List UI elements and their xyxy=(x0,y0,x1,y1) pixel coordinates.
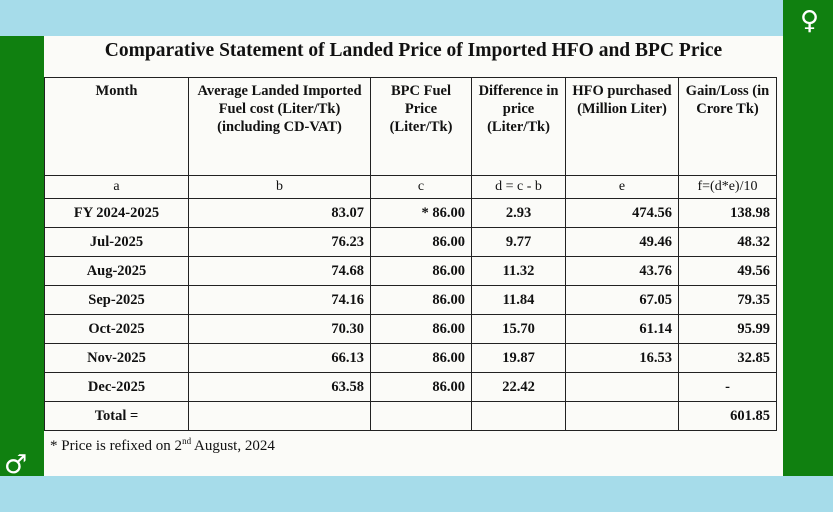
total-row xyxy=(45,402,777,431)
avg-cost-cell: 74.16 xyxy=(189,286,371,315)
formula-cell: a xyxy=(45,176,189,199)
formula-row xyxy=(45,176,777,199)
column-header: BPC Fuel Price (Liter/Tk) xyxy=(371,78,472,176)
avg-cost-cell: 66.13 xyxy=(189,344,371,373)
month-cell: Jul-2025 xyxy=(45,228,189,257)
gain-loss-cell: 95.99 xyxy=(679,315,777,344)
footnote-text-end: August, 2024 xyxy=(191,438,275,454)
difference-cell: 19.87 xyxy=(472,344,566,373)
gain-loss-cell: 49.56 xyxy=(679,257,777,286)
footnote xyxy=(50,436,275,455)
document-sheet xyxy=(44,36,783,476)
hfo-purchased-cell: 67.05 xyxy=(566,286,679,315)
bpc-price-cell: 86.00 xyxy=(371,286,472,315)
pin-icon-top-right: ♀ xyxy=(800,6,820,36)
month-cell: Aug-2025 xyxy=(45,257,189,286)
difference-cell: 11.32 xyxy=(472,257,566,286)
empty-cell xyxy=(472,402,566,431)
gain-loss-cell: 138.98 xyxy=(679,199,777,228)
bpc-price-cell: 86.00 xyxy=(371,344,472,373)
hfo-purchased-cell: 49.46 xyxy=(566,228,679,257)
bpc-price-cell: 86.00 xyxy=(371,315,472,344)
table-row xyxy=(45,228,777,257)
table-row xyxy=(45,344,777,373)
month-cell: Nov-2025 xyxy=(45,344,189,373)
formula-cell: b xyxy=(189,176,371,199)
column-header: HFO purchased (Million Liter) xyxy=(566,78,679,176)
formula-cell: d = c - b xyxy=(472,176,566,199)
gain-loss-cell: 32.85 xyxy=(679,344,777,373)
table-row xyxy=(45,257,777,286)
bpc-price-cell: 86.00 xyxy=(371,257,472,286)
table-header-row xyxy=(45,78,777,176)
hfo-purchased-cell: 16.53 xyxy=(566,344,679,373)
empty-cell xyxy=(189,402,371,431)
price-table xyxy=(44,77,777,431)
page-title: Comparative Statement of Landed Price of Imported HFO and BPC Price xyxy=(104,40,723,61)
empty-cell xyxy=(371,402,472,431)
month-cell: Oct-2025 xyxy=(45,315,189,344)
month-cell: FY 2024-2025 xyxy=(45,199,189,228)
column-header: Difference in price (Liter/Tk) xyxy=(472,78,566,176)
difference-cell: 15.70 xyxy=(472,315,566,344)
avg-cost-cell: 83.07 xyxy=(189,199,371,228)
difference-cell: 9.77 xyxy=(472,228,566,257)
difference-cell: 11.84 xyxy=(472,286,566,315)
hfo-purchased-cell: 474.56 xyxy=(566,199,679,228)
month-cell: Dec-2025 xyxy=(45,373,189,402)
bpc-price-cell: 86.00 xyxy=(371,373,472,402)
total-gain-cell: 601.85 xyxy=(679,402,777,431)
column-header: Gain/Loss (in Crore Tk) xyxy=(679,78,777,176)
left-green-border xyxy=(0,36,44,476)
avg-cost-cell: 63.58 xyxy=(189,373,371,402)
footnote-superscript: nd xyxy=(182,436,192,446)
bpc-price-cell: * 86.00 xyxy=(371,199,472,228)
table-row xyxy=(45,199,777,228)
total-label: Total = xyxy=(45,402,189,431)
gain-loss-cell: 79.35 xyxy=(679,286,777,315)
pin-icon-bottom-left: ♂ xyxy=(4,450,28,480)
month-cell: Sep-2025 xyxy=(45,286,189,315)
gain-loss-cell: - xyxy=(679,373,777,402)
avg-cost-cell: 76.23 xyxy=(189,228,371,257)
column-header: Month xyxy=(45,78,189,176)
formula-cell: e xyxy=(566,176,679,199)
hfo-purchased-cell: 61.14 xyxy=(566,315,679,344)
column-header: Average Landed Imported Fuel cost (Liter/Tk) (including CD-VAT) xyxy=(189,78,371,176)
difference-cell: 22.42 xyxy=(472,373,566,402)
bpc-price-cell: 86.00 xyxy=(371,228,472,257)
hfo-purchased-cell: 43.76 xyxy=(566,257,679,286)
formula-cell: f=(d*e)/10 xyxy=(679,176,777,199)
footnote-text: * Price is refixed on 2 xyxy=(50,438,183,454)
gain-loss-cell: 48.32 xyxy=(679,228,777,257)
avg-cost-cell: 74.68 xyxy=(189,257,371,286)
avg-cost-cell: 70.30 xyxy=(189,315,371,344)
formula-cell: c xyxy=(371,176,472,199)
right-green-border xyxy=(783,36,833,476)
table-row xyxy=(45,373,777,402)
empty-cell xyxy=(566,402,679,431)
table-row xyxy=(45,286,777,315)
hfo-purchased-cell xyxy=(566,373,679,402)
table-row xyxy=(45,315,777,344)
difference-cell: 2.93 xyxy=(472,199,566,228)
